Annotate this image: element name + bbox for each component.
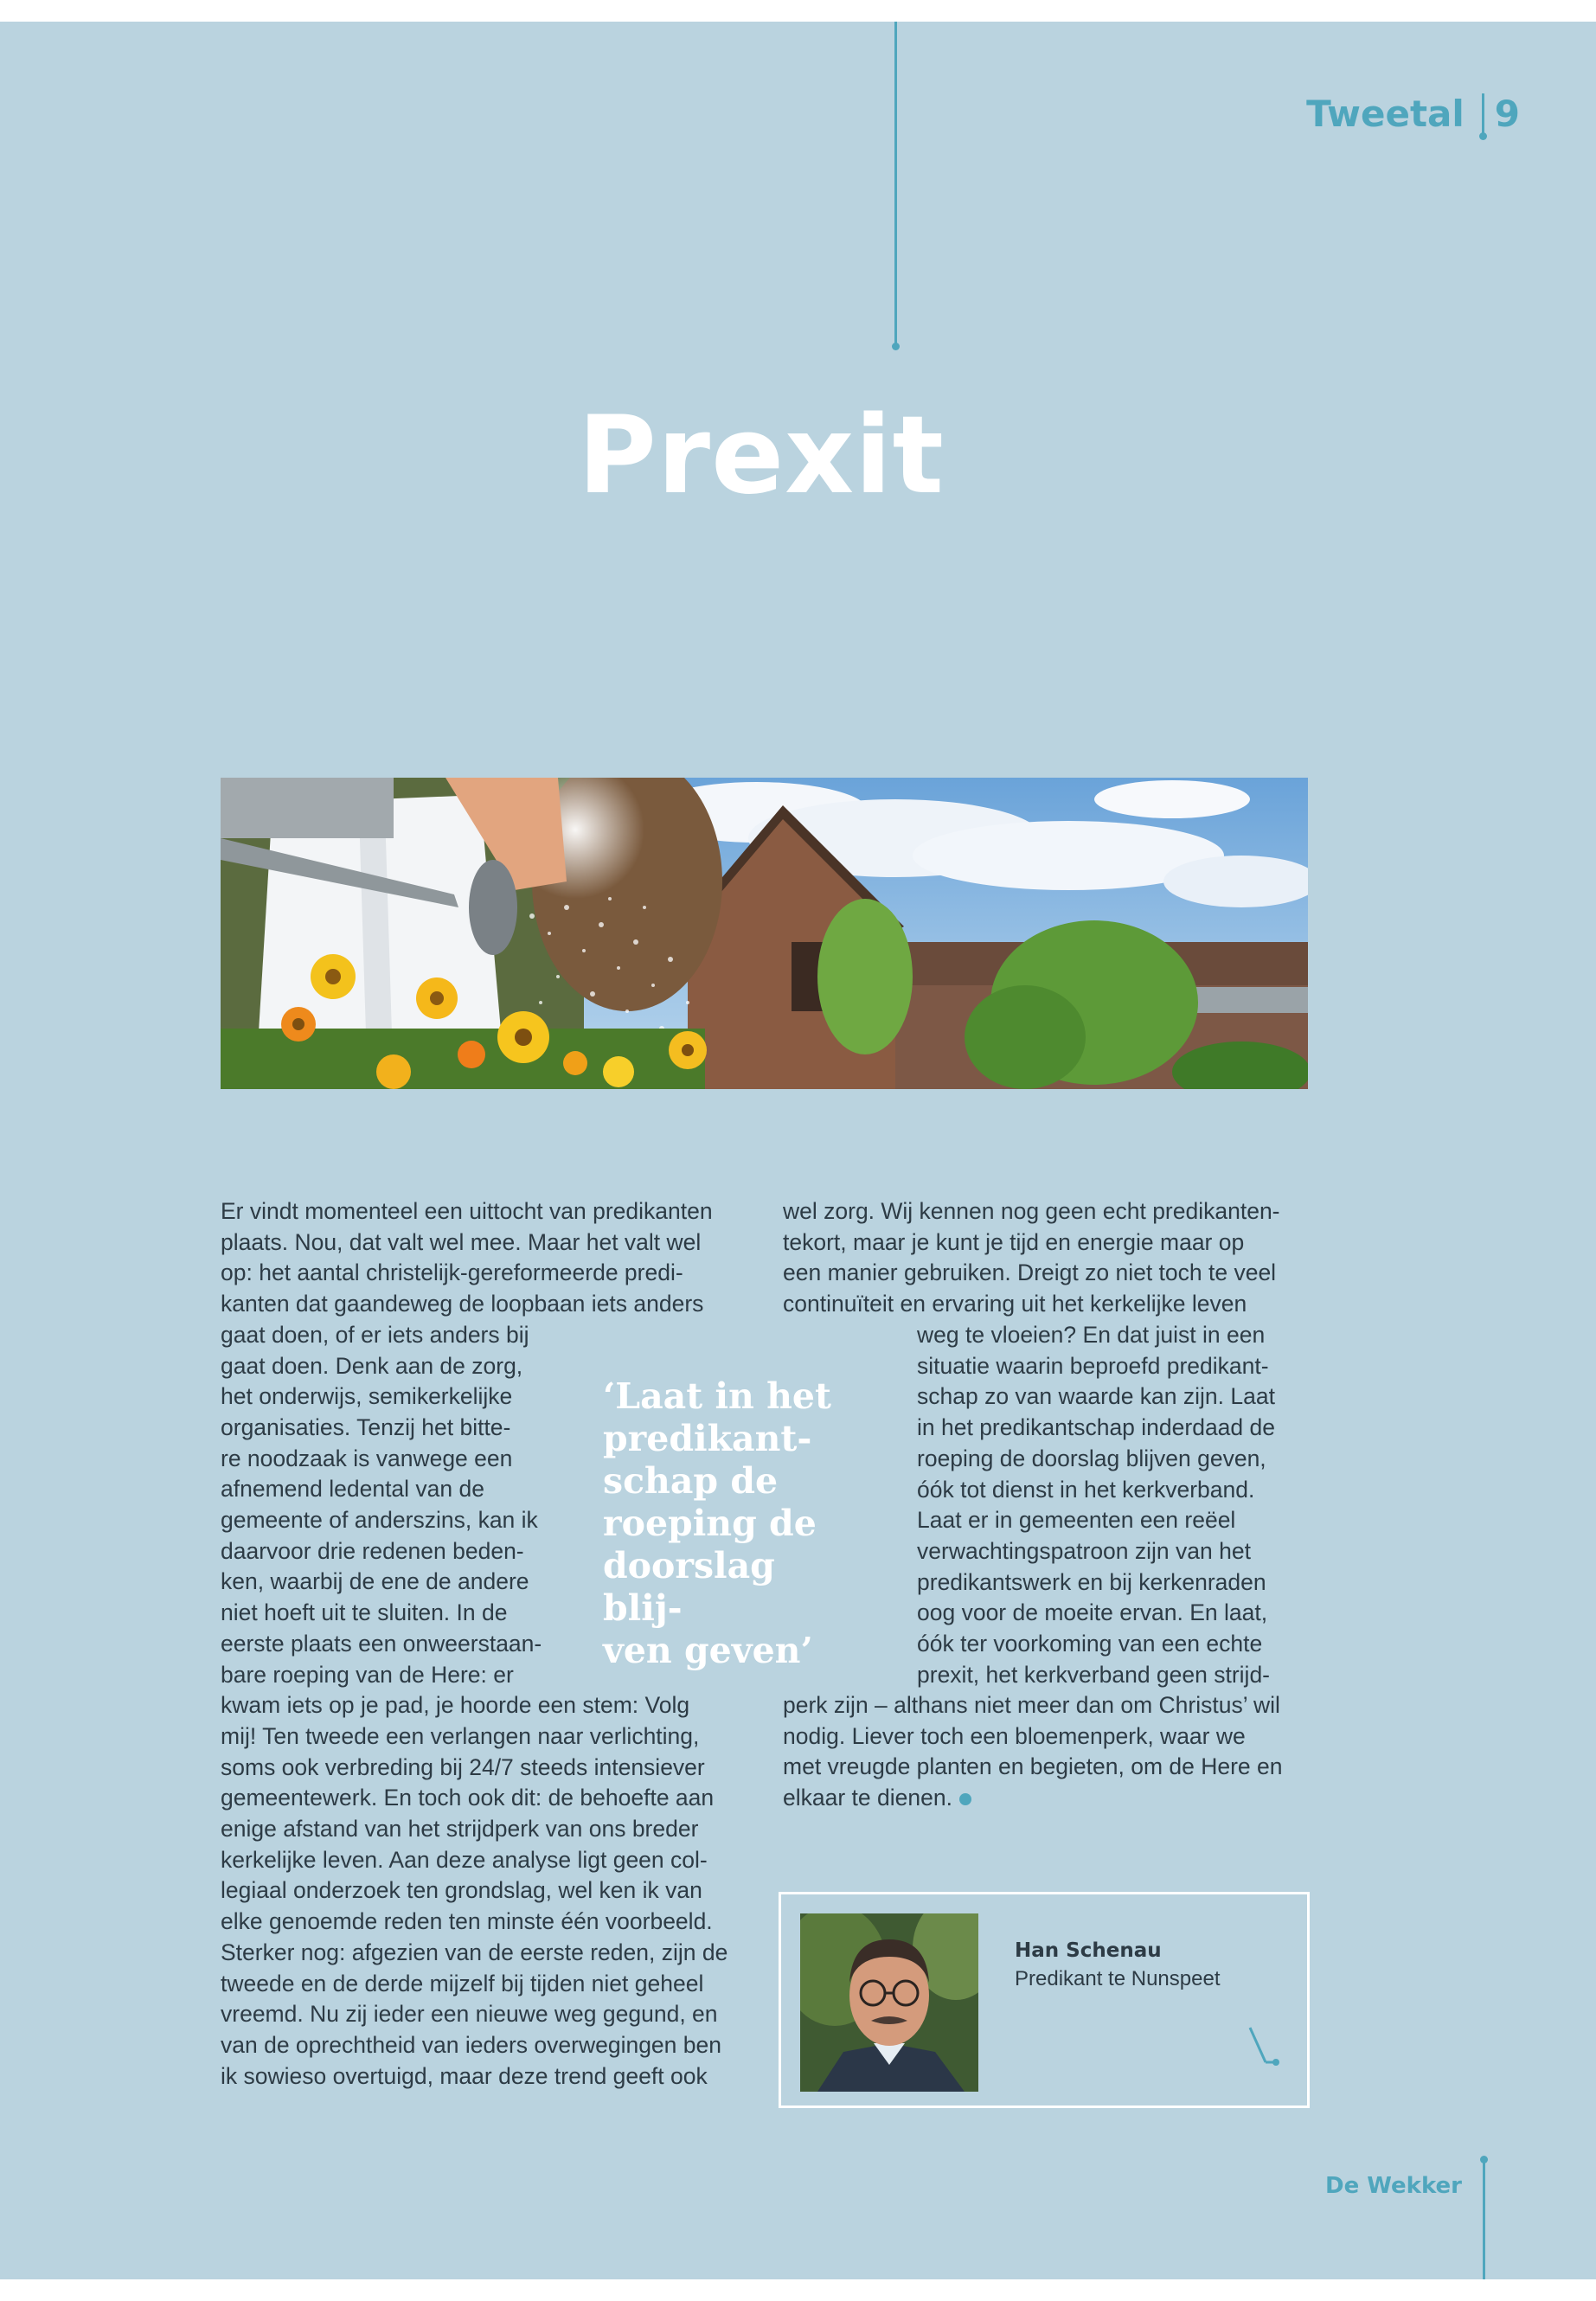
body-line: wel zorg. Wij kennen nog geen echt predikanten- xyxy=(783,1198,1280,1224)
magazine-page xyxy=(0,22,1596,2279)
body-line: tekort, maar je kunt je tijd en energie maar op xyxy=(783,1228,1245,1255)
body-line: daarvoor drie redenen beden- xyxy=(221,1537,524,1564)
article-body-right-bottom xyxy=(783,1690,1283,1814)
body-line: elke genoemde reden ten minste één voorbeeld. xyxy=(221,1908,713,1935)
publication-name: De Wekker xyxy=(1325,2173,1462,2199)
body-line: roeping de doorslag blijven geven, xyxy=(917,1445,1266,1471)
body-line: met vreugde planten en begieten, om de Here en xyxy=(783,1753,1283,1780)
body-line: Laat er in gemeenten een reëel xyxy=(917,1507,1236,1534)
article-body-right-top xyxy=(783,1196,1280,1320)
body-line: van de oprechtheid van ieders overwegingen ben xyxy=(221,2031,721,2058)
body-line: continuïteit en ervaring uit het kerkelijke leven xyxy=(783,1291,1247,1317)
body-line: enige afstand van het strijdperk van ons breder xyxy=(221,1816,699,1843)
body-line: predikantswerk en bij kerkenraden xyxy=(917,1568,1266,1595)
author-box xyxy=(779,1892,1310,2108)
pull-quote-line: schap de xyxy=(603,1460,779,1502)
hero-image xyxy=(221,778,1308,1089)
article-body-right-indented xyxy=(917,1320,1275,1690)
body-line: kwam iets op je pad, je hoorde een stem: Volg xyxy=(221,1692,690,1719)
end-mark-icon xyxy=(959,1793,971,1805)
body-line: soms ook verbreding bij 24/7 steeds intensiever xyxy=(221,1753,705,1780)
body-line: niet hoeft uit te sluiten. In de xyxy=(221,1599,508,1626)
body-line: kanten dat gaandeweg de loopbaan iets anders xyxy=(221,1291,704,1317)
body-line: nodig. Liever toch een bloemenperk, waar we xyxy=(783,1722,1246,1749)
author-portrait-illustration xyxy=(800,1913,978,2092)
arrow-icon xyxy=(1247,2024,1281,2076)
body-line: tweede en de derde mijzelf bij tijden niet geheel xyxy=(221,1970,704,1997)
article-title: Prexit xyxy=(578,394,945,518)
body-line: eerste plaats een onweerstaan- xyxy=(221,1630,542,1657)
header-separator xyxy=(1482,93,1484,135)
body-line: in het predikantschap inderdaad de xyxy=(917,1414,1275,1441)
body-line: Sterker nog: afgezien van de eerste reden, zijn de xyxy=(221,1939,728,1965)
bottom-divider-line xyxy=(1483,2158,1485,2279)
body-line: situatie waarin beproefd predikant- xyxy=(917,1352,1269,1379)
body-line: elkaar te dienen. xyxy=(783,1783,1283,1814)
body-line: oog voor de moeite ervan. En laat, xyxy=(917,1599,1268,1626)
body-line: op: het aantal christelijk-gereformeerde predi- xyxy=(221,1259,683,1286)
body-line: schap zo van waarde kan zijn. Laat xyxy=(917,1383,1275,1410)
body-line: gaat doen. Denk aan de zorg, xyxy=(221,1352,523,1379)
body-line: het onderwijs, semikerkelijke xyxy=(221,1383,513,1410)
pull-quote-line: doorslag blij- xyxy=(603,1545,775,1629)
body-line: perk zijn – althans niet meer dan om Christus’ wil xyxy=(783,1692,1280,1718)
body-line: vreemd. Nu zij ieder een nieuwe weg gegund, en xyxy=(221,2001,718,2028)
watering-garden-illustration xyxy=(221,778,1308,1089)
body-line: prexit, het kerkverband geen strijd- xyxy=(917,1661,1271,1688)
body-line: plaats. Nou, dat valt wel mee. Maar het valt wel xyxy=(221,1228,702,1255)
body-line: gaat doen, of er iets anders bij xyxy=(221,1321,529,1348)
pull-quote-line: predikant- xyxy=(603,1418,812,1459)
body-line: Er vindt momenteel een uittocht van predikanten xyxy=(221,1198,713,1224)
author-name: Han Schenau xyxy=(1015,1939,1162,1962)
body-line: óók ter voorkoming van een echte xyxy=(917,1631,1263,1657)
section-name: Tweetal xyxy=(1306,93,1465,135)
body-line: ken, waarbij de ene de andere xyxy=(221,1568,529,1595)
body-line: organisaties. Tenzij het bitte- xyxy=(221,1413,511,1440)
body-line: weg te vloeien? En dat juist in een xyxy=(917,1322,1266,1348)
body-line: kerkelijke leven. Aan deze analyse ligt geen col- xyxy=(221,1846,708,1873)
author-photo xyxy=(800,1913,978,2092)
body-line: een manier gebruiken. Dreigt zo niet toch te veel xyxy=(783,1259,1277,1286)
page-number: 9 xyxy=(1494,93,1520,135)
body-line: afnemend ledental van de xyxy=(221,1476,484,1503)
top-divider-dot xyxy=(892,343,900,350)
section-header xyxy=(1306,93,1520,135)
pull-quote-line: ‘Laat in het xyxy=(603,1375,831,1417)
body-line: bare roeping van de Here: er xyxy=(221,1661,514,1688)
body-line: óók tot dienst in het kerkverband. xyxy=(917,1476,1255,1503)
body-line: legiaal onderzoek ten grondslag, wel ken ik van xyxy=(221,1877,702,1904)
body-line: gemeentewerk. En toch ook dit: de behoefte aan xyxy=(221,1785,715,1811)
body-line: mij! Ten tweede een verlangen naar verlichting, xyxy=(221,1722,700,1749)
pull-quote-line: roeping de xyxy=(603,1503,817,1544)
author-role: Predikant te Nunspeet xyxy=(1015,1967,1221,1990)
top-divider-line xyxy=(894,22,897,346)
body-line: verwachtingspatroon zijn van het xyxy=(917,1537,1251,1564)
pull-quote xyxy=(603,1375,862,1672)
body-line: re noodzaak is vanwege een xyxy=(221,1445,513,1471)
pull-quote-line: ven geven’ xyxy=(603,1630,813,1671)
body-line: gemeente of anderszins, kan ik xyxy=(221,1507,538,1534)
body-line: ik sowieso overtuigd, maar deze trend geeft ook xyxy=(221,2062,708,2089)
